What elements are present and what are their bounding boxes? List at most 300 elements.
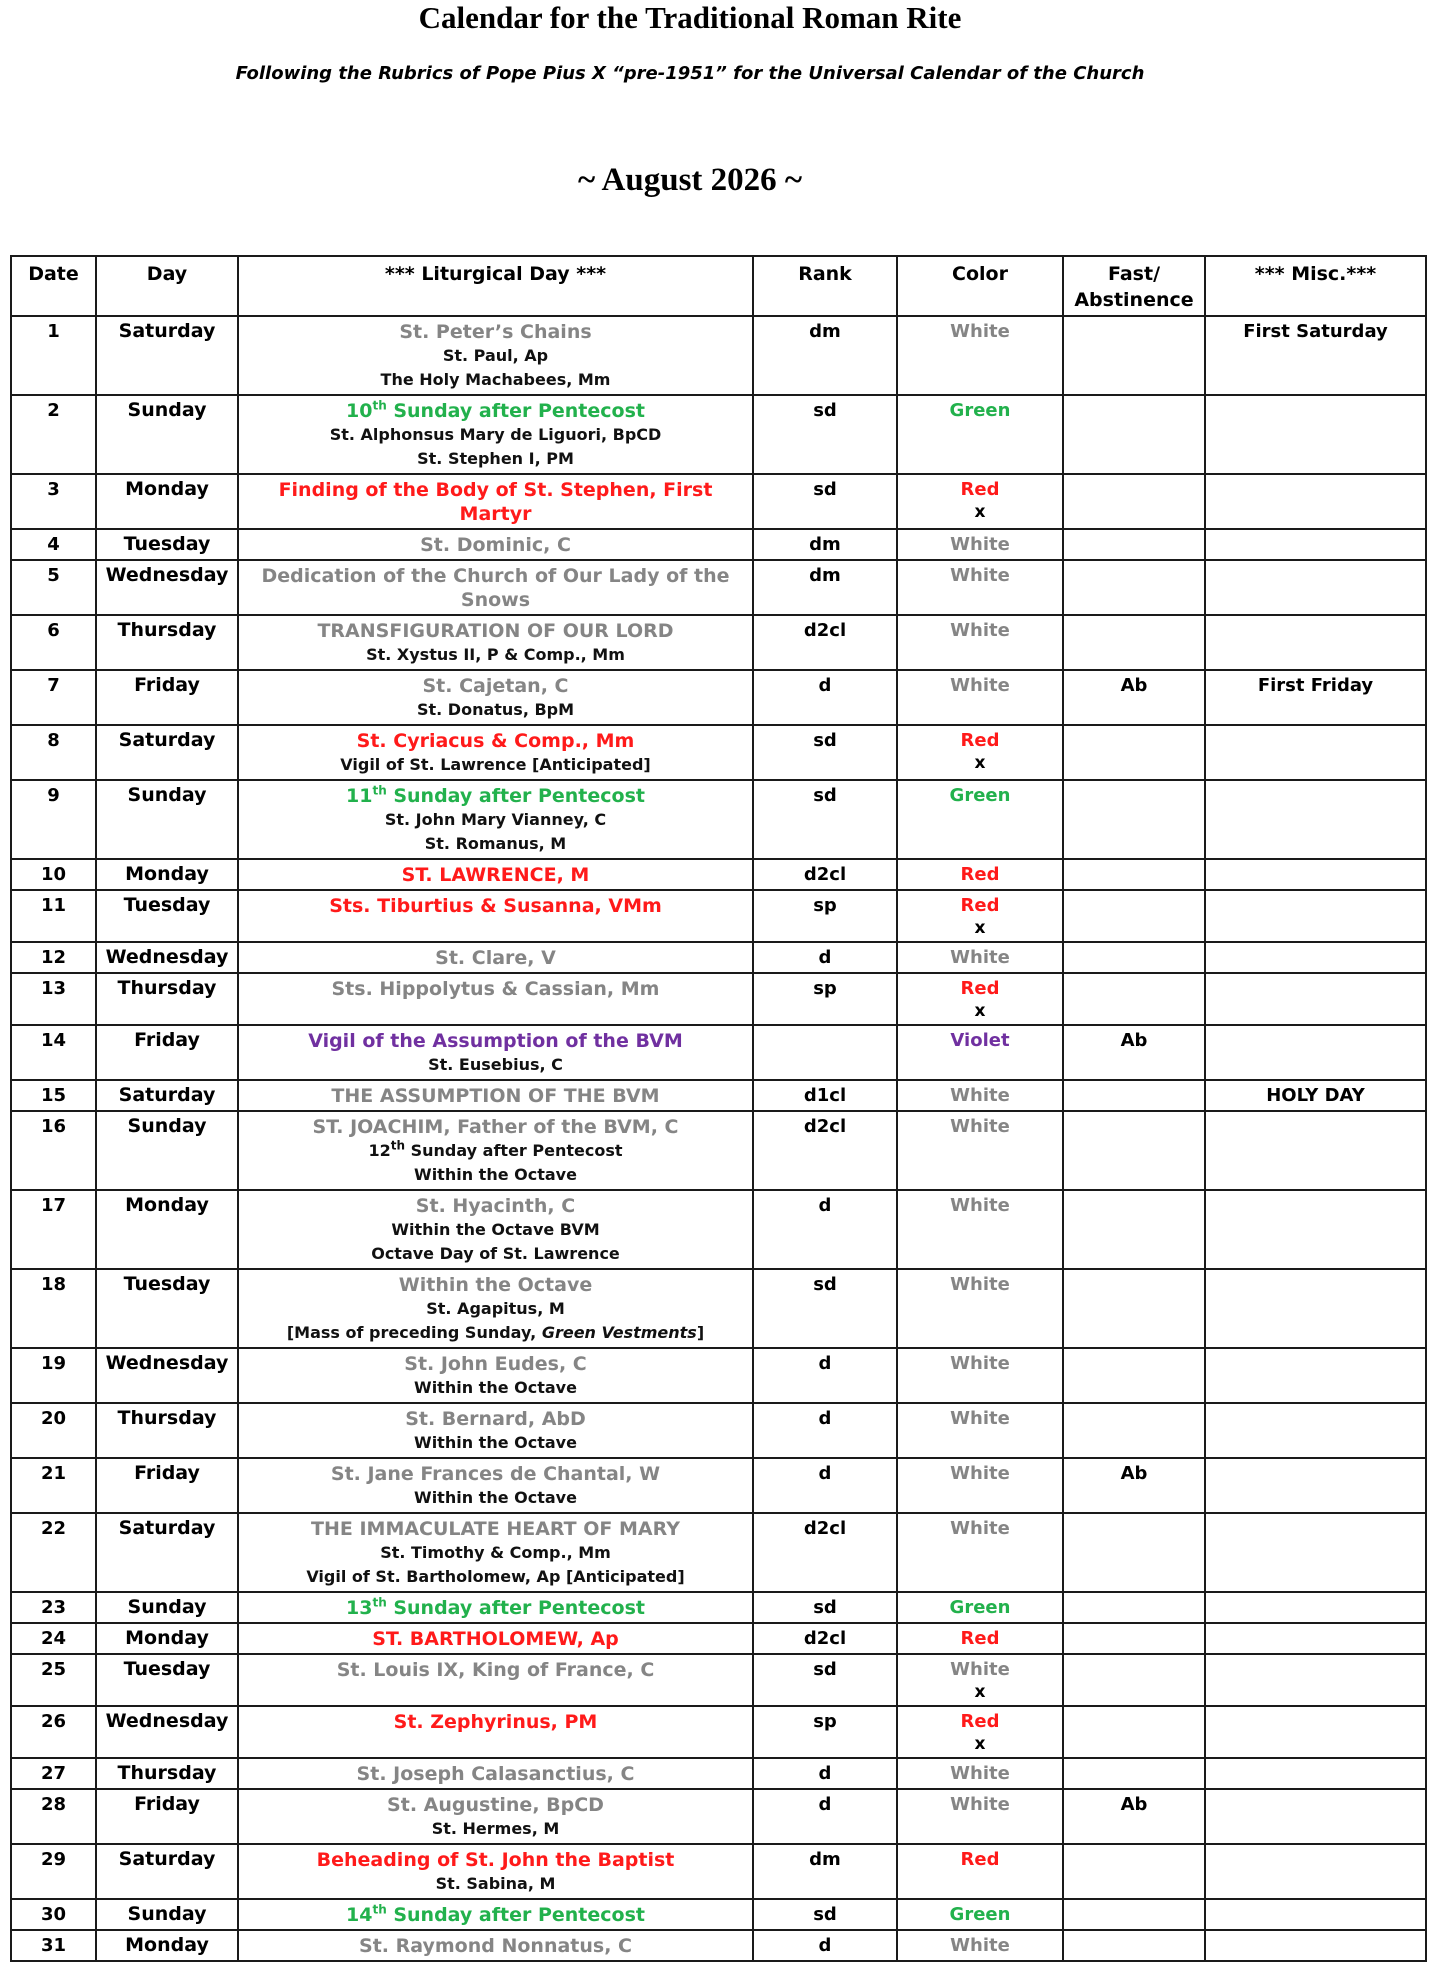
fast-cell: Ab <box>1063 1789 1205 1844</box>
calendar-row <box>11 1190 1426 1269</box>
header-misc: *** Misc.*** <box>1205 256 1426 316</box>
vestment-color: White <box>950 1763 1010 1784</box>
calendar-row <box>11 780 1426 859</box>
liturgical-day-cell <box>238 395 753 474</box>
header-color: Color <box>897 256 1063 316</box>
commemoration: Within the Octave BVM <box>391 1220 600 1239</box>
rank-cell: sd <box>753 1592 897 1623</box>
calendar-row <box>11 1348 1426 1403</box>
liturgical-day-title: Beheading of St. John the Baptist <box>316 1849 675 1871</box>
vestment-color: White <box>950 534 1010 555</box>
fast-cell <box>1063 395 1205 474</box>
misc-cell <box>1205 1269 1426 1348</box>
rank-cell: d <box>753 1348 897 1403</box>
date-cell: 24 <box>11 1623 96 1654</box>
color-cell <box>897 942 1063 973</box>
calendar-row <box>11 395 1426 474</box>
liturgical-day-title: Vigil of the Assumption of the BVM <box>308 1030 683 1052</box>
liturgical-day-title: St. Joseph Calasanctius, C <box>356 1763 635 1785</box>
commemoration: St. Timothy & Comp., Mm <box>380 1543 611 1562</box>
color-cell <box>897 1623 1063 1654</box>
commemoration: Within the Octave <box>414 1433 577 1452</box>
rank-cell: d <box>753 670 897 725</box>
misc-cell <box>1205 1348 1426 1403</box>
color-cell <box>897 1706 1063 1758</box>
fast-cell: Ab <box>1063 670 1205 725</box>
color-cell <box>897 1080 1063 1111</box>
vestment-color: White <box>950 565 1010 586</box>
day-cell: Sunday <box>96 780 238 859</box>
date-cell: 4 <box>11 529 96 560</box>
date-cell: 3 <box>11 474 96 529</box>
liturgical-day-title: Sts. Tiburtius & Susanna, VMm <box>329 895 662 917</box>
calendar-row <box>11 973 1426 1025</box>
date-cell: 16 <box>11 1111 96 1190</box>
misc-cell <box>1205 973 1426 1025</box>
calendar-row <box>11 725 1426 780</box>
fast-cell <box>1063 1844 1205 1899</box>
rank-cell: dm <box>753 529 897 560</box>
commemoration: Within the Octave <box>414 1378 577 1397</box>
fast-cell <box>1063 859 1205 890</box>
fast-cell <box>1063 1111 1205 1190</box>
liturgical-day-title: ST. JOACHIM, Father of the BVM, C <box>312 1116 679 1138</box>
color-cell <box>897 1592 1063 1623</box>
color-cell <box>897 1758 1063 1789</box>
liturgical-day-title: 14th Sunday after Pentecost <box>346 1902 645 1926</box>
calendar-row <box>11 1930 1426 1961</box>
commemoration: The Holy Machabees, Mm <box>380 370 611 389</box>
liturgical-day-title: St. John Eudes, C <box>404 1353 587 1375</box>
day-cell: Friday <box>96 670 238 725</box>
calendar-row <box>11 1080 1426 1111</box>
vestment-color: White <box>950 947 1010 968</box>
commemoration: Vigil of St. Bartholomew, Ap [Anticipated] <box>306 1567 685 1586</box>
fast-cell <box>1063 942 1205 973</box>
vestment-color: White <box>950 1794 1010 1815</box>
rank-cell <box>753 1025 897 1080</box>
liturgical-day-cell <box>238 1654 753 1706</box>
liturgical-day-title: Dedication of the Church of Our Lady of the Snows <box>261 565 730 611</box>
day-cell: Sunday <box>96 1899 238 1930</box>
color-cell <box>897 859 1063 890</box>
misc-cell <box>1205 1758 1426 1789</box>
color-cell <box>897 560 1063 615</box>
liturgical-day-title: ST. BARTHOLOMEW, Ap <box>372 1628 619 1650</box>
misc-cell <box>1205 725 1426 780</box>
fast-cell <box>1063 1623 1205 1654</box>
liturgical-day-title: St. Louis IX, King of France, C <box>336 1659 655 1681</box>
liturgical-day-title: St. Jane Frances de Chantal, W <box>330 1463 661 1485</box>
calendar-row <box>11 560 1426 615</box>
misc-cell <box>1205 560 1426 615</box>
date-cell: 9 <box>11 780 96 859</box>
header-liturgical-day: *** Liturgical Day *** <box>238 256 753 316</box>
date-cell: 13 <box>11 973 96 1025</box>
calendar-row <box>11 1111 1426 1190</box>
fast-cell <box>1063 1190 1205 1269</box>
liturgical-day-title: St. Hyacinth, C <box>415 1195 576 1217</box>
liturgical-day-cell <box>238 1844 753 1899</box>
commemoration: St. Agapitus, M <box>426 1299 565 1318</box>
color-cell <box>897 1190 1063 1269</box>
day-cell: Wednesday <box>96 942 238 973</box>
liturgical-day-title: St. Augustine, BpCD <box>387 1794 604 1816</box>
fast-cell <box>1063 1080 1205 1111</box>
day-cell: Saturday <box>96 1513 238 1592</box>
liturgical-day-title: THE IMMACULATE HEART OF MARY <box>311 1518 680 1540</box>
day-cell: Sunday <box>96 1592 238 1623</box>
fast-cell <box>1063 1403 1205 1458</box>
liturgical-day-title: St. Cyriacus & Comp., Mm <box>356 730 635 752</box>
fast-cell: Ab <box>1063 1025 1205 1080</box>
day-cell: Thursday <box>96 973 238 1025</box>
calendar-row <box>11 890 1426 942</box>
fast-cell <box>1063 316 1205 395</box>
liturgical-day-title: Within the Octave <box>398 1274 593 1296</box>
liturgical-day-cell <box>238 1592 753 1623</box>
calendar-row <box>11 1789 1426 1844</box>
x-mark: x <box>974 918 986 938</box>
liturgical-day-title: 13th Sunday after Pentecost <box>346 1595 645 1619</box>
fast-cell <box>1063 780 1205 859</box>
misc-cell <box>1205 1706 1426 1758</box>
liturgical-day-title: 11th Sunday after Pentecost <box>346 783 645 807</box>
liturgical-day-cell <box>238 1348 753 1403</box>
day-cell: Thursday <box>96 615 238 670</box>
date-cell: 29 <box>11 1844 96 1899</box>
color-cell <box>897 670 1063 725</box>
commemoration: St. Alphonsus Mary de Liguori, BpCD <box>329 425 662 444</box>
vestment-color: White <box>950 1518 1010 1539</box>
calendar-row <box>11 1269 1426 1348</box>
vestment-color: Green <box>949 1904 1011 1925</box>
color-cell <box>897 1111 1063 1190</box>
vestment-color: Violet <box>950 1030 1010 1051</box>
calendar-row <box>11 1025 1426 1080</box>
fast-cell <box>1063 973 1205 1025</box>
liturgical-day-cell <box>238 1025 753 1080</box>
x-mark: x <box>974 502 986 522</box>
day-cell: Thursday <box>96 1758 238 1789</box>
day-cell: Wednesday <box>96 560 238 615</box>
rank-cell: sp <box>753 1706 897 1758</box>
vestment-color: Green <box>949 785 1011 806</box>
commemoration: Within the Octave <box>414 1165 577 1184</box>
date-cell: 15 <box>11 1080 96 1111</box>
date-cell: 2 <box>11 395 96 474</box>
day-cell: Tuesday <box>96 529 238 560</box>
vestment-color: Red <box>960 1628 1000 1649</box>
liturgical-day-title: St. Raymond Nonnatus, C <box>359 1935 632 1957</box>
calendar-row <box>11 1592 1426 1623</box>
rank-cell: d <box>753 1403 897 1458</box>
date-cell: 17 <box>11 1190 96 1269</box>
fast-cell <box>1063 725 1205 780</box>
vestment-color: Red <box>960 978 1000 999</box>
rank-cell: sp <box>753 890 897 942</box>
liturgical-day-cell <box>238 1190 753 1269</box>
liturgical-day-cell <box>238 1789 753 1844</box>
vestment-color: White <box>950 1408 1010 1429</box>
misc-cell <box>1205 395 1426 474</box>
liturgical-day-title: Finding of the Body of St. Stephen, First Martyr <box>278 479 713 525</box>
day-cell: Monday <box>96 1190 238 1269</box>
ordinal-suffix: th <box>372 783 387 798</box>
x-mark: x <box>974 753 986 773</box>
day-cell: Friday <box>96 1025 238 1080</box>
liturgical-day-cell <box>238 474 753 529</box>
ordinal-suffix: th <box>372 398 387 413</box>
date-cell: 10 <box>11 859 96 890</box>
rank-cell: dm <box>753 1844 897 1899</box>
color-cell <box>897 1654 1063 1706</box>
commemoration: Octave Day of St. Lawrence <box>371 1244 620 1263</box>
day-cell: Monday <box>96 1623 238 1654</box>
day-cell: Monday <box>96 1930 238 1961</box>
misc-cell <box>1205 615 1426 670</box>
calendar-row <box>11 615 1426 670</box>
day-cell: Wednesday <box>96 1706 238 1758</box>
month-title: ~ August 2026 ~ <box>577 162 803 198</box>
color-cell <box>897 1899 1063 1930</box>
date-cell: 22 <box>11 1513 96 1592</box>
date-cell: 19 <box>11 1348 96 1403</box>
rank-cell: d <box>753 1190 897 1269</box>
commemoration: St. Sabina, M <box>435 1874 556 1893</box>
liturgical-day-title: St. Zephyrinus, PM <box>393 1711 598 1733</box>
liturgical-day-cell <box>238 316 753 395</box>
liturgical-day-title: THE ASSUMPTION OF THE BVM <box>331 1085 660 1107</box>
liturgical-day-cell <box>238 1899 753 1930</box>
calendar-row <box>11 1623 1426 1654</box>
fast-cell <box>1063 1930 1205 1961</box>
document-subtitle: Following the Rubrics of Pope Pius X “pre-1951” for the Universal Calendar of the Church <box>235 63 1145 84</box>
calendar-row <box>11 1844 1426 1899</box>
commemoration: St. Xystus II, P & Comp., Mm <box>366 645 625 664</box>
day-cell: Wednesday <box>96 1348 238 1403</box>
liturgical-day-cell <box>238 529 753 560</box>
color-cell <box>897 1269 1063 1348</box>
day-cell: Monday <box>96 859 238 890</box>
liturgical-day-cell <box>238 560 753 615</box>
liturgical-day-title: ST. LAWRENCE, M <box>401 864 590 886</box>
date-cell: 14 <box>11 1025 96 1080</box>
liturgical-day-cell <box>238 1403 753 1458</box>
liturgical-day-cell <box>238 1080 753 1111</box>
vestment-color: White <box>950 1195 1010 1216</box>
liturgical-day-title: St. Bernard, AbD <box>405 1408 586 1430</box>
rank-cell: d <box>753 1758 897 1789</box>
color-cell <box>897 725 1063 780</box>
document-title: Calendar for the Traditional Roman Rite <box>418 0 962 35</box>
rank-cell: sd <box>753 395 897 474</box>
rank-cell: sd <box>753 780 897 859</box>
commemoration: St. Stephen I, PM <box>417 449 574 468</box>
liturgical-day-cell <box>238 942 753 973</box>
misc-cell <box>1205 1930 1426 1961</box>
liturgical-day-cell <box>238 780 753 859</box>
fast-cell <box>1063 1758 1205 1789</box>
vestment-color: Green <box>949 1597 1011 1618</box>
color-cell <box>897 780 1063 859</box>
ordinal-suffix: th <box>390 1138 406 1153</box>
fast-cell <box>1063 1706 1205 1758</box>
misc-cell <box>1205 1458 1426 1513</box>
date-cell: 25 <box>11 1654 96 1706</box>
vestment-color: White <box>950 1463 1010 1484</box>
rank-cell: d <box>753 942 897 973</box>
vestment-color: Red <box>960 730 1000 751</box>
calendar-row <box>11 1654 1426 1706</box>
day-cell: Monday <box>96 474 238 529</box>
misc-cell <box>1205 474 1426 529</box>
commemoration: Vigil of St. Lawrence [Anticipated] <box>340 755 651 774</box>
misc-cell <box>1205 1623 1426 1654</box>
calendar-body <box>11 316 1426 1961</box>
date-cell: 5 <box>11 560 96 615</box>
rank-cell: dm <box>753 560 897 615</box>
liturgical-day-cell <box>238 1930 753 1961</box>
italic-note: Green Vestments <box>541 1323 697 1342</box>
fast-cell <box>1063 474 1205 529</box>
rank-cell: d2cl <box>753 615 897 670</box>
day-cell: Tuesday <box>96 890 238 942</box>
commemoration: [Mass of preceding Sunday, Green Vestments] <box>286 1323 705 1342</box>
date-cell: 11 <box>11 890 96 942</box>
fast-cell <box>1063 1513 1205 1592</box>
date-cell: 21 <box>11 1458 96 1513</box>
fast-cell <box>1063 1348 1205 1403</box>
misc-cell <box>1205 1111 1426 1190</box>
rank-cell: d <box>753 1458 897 1513</box>
liturgical-day-title: 10th Sunday after Pentecost <box>346 398 645 422</box>
commemoration: St. John Mary Vianney, C <box>384 810 607 829</box>
date-cell: 6 <box>11 615 96 670</box>
date-cell: 31 <box>11 1930 96 1961</box>
misc-cell <box>1205 1789 1426 1844</box>
calendar-row <box>11 1706 1426 1758</box>
calendar-table <box>10 255 1427 1962</box>
day-cell: Sunday <box>96 1111 238 1190</box>
liturgical-day-cell <box>238 670 753 725</box>
commemoration: Within the Octave <box>414 1488 577 1507</box>
color-cell <box>897 1930 1063 1961</box>
rank-cell: dm <box>753 316 897 395</box>
calendar-row <box>11 529 1426 560</box>
color-cell <box>897 973 1063 1025</box>
rank-cell: d2cl <box>753 1623 897 1654</box>
header-fast: Fast/ Abstinence <box>1063 256 1205 316</box>
misc-cell <box>1205 890 1426 942</box>
vestment-color: White <box>950 1085 1010 1106</box>
liturgical-day-cell <box>238 1513 753 1592</box>
date-cell: 27 <box>11 1758 96 1789</box>
liturgical-day-cell <box>238 615 753 670</box>
rank-cell: sd <box>753 725 897 780</box>
vestment-color: Green <box>949 400 1011 421</box>
vestment-color: White <box>950 675 1010 696</box>
vestment-color: White <box>950 1353 1010 1374</box>
x-mark: x <box>974 1734 986 1754</box>
vestment-color: Red <box>960 895 1000 916</box>
day-cell: Saturday <box>96 1844 238 1899</box>
misc-cell <box>1205 1190 1426 1269</box>
day-cell: Sunday <box>96 395 238 474</box>
day-cell: Friday <box>96 1458 238 1513</box>
x-mark: x <box>974 1001 986 1021</box>
color-cell <box>897 395 1063 474</box>
rank-cell: sd <box>753 474 897 529</box>
liturgical-day-cell <box>238 1458 753 1513</box>
commemoration: St. Donatus, BpM <box>416 700 575 719</box>
liturgical-day-title: TRANSFIGURATION OF OUR LORD <box>317 620 674 642</box>
liturgical-day-title: Sts. Hippolytus & Cassian, Mm <box>331 978 660 1000</box>
calendar-row <box>11 859 1426 890</box>
liturgical-day-cell <box>238 1623 753 1654</box>
misc-cell <box>1205 1513 1426 1592</box>
commemoration: 12th Sunday after Pentecost <box>368 1138 623 1160</box>
misc-cell: First Saturday <box>1205 316 1426 395</box>
liturgical-day-title: St. Clare, V <box>435 947 556 969</box>
vestment-color: Red <box>960 479 1000 500</box>
commemoration: St. Eusebius, C <box>428 1055 563 1074</box>
rank-cell: sd <box>753 1899 897 1930</box>
misc-cell <box>1205 780 1426 859</box>
rank-cell: d2cl <box>753 859 897 890</box>
calendar-row <box>11 1899 1426 1930</box>
rank-cell: d <box>753 1930 897 1961</box>
header-date: Date <box>11 256 96 316</box>
misc-cell <box>1205 529 1426 560</box>
day-cell: Saturday <box>96 725 238 780</box>
liturgical-day-cell <box>238 1111 753 1190</box>
calendar-row <box>11 316 1426 395</box>
color-cell <box>897 1348 1063 1403</box>
vestment-color: White <box>950 1274 1010 1295</box>
day-cell: Saturday <box>96 316 238 395</box>
calendar-row <box>11 1758 1426 1789</box>
fast-cell <box>1063 1592 1205 1623</box>
rank-cell: sd <box>753 1654 897 1706</box>
liturgical-day-title: St. Cajetan, C <box>422 675 569 697</box>
date-cell: 23 <box>11 1592 96 1623</box>
color-cell <box>897 316 1063 395</box>
fast-cell <box>1063 1654 1205 1706</box>
fast-cell: Ab <box>1063 1458 1205 1513</box>
day-cell: Tuesday <box>96 1269 238 1348</box>
misc-cell <box>1205 1899 1426 1930</box>
vestment-color: White <box>950 1935 1010 1956</box>
calendar-row <box>11 942 1426 973</box>
color-cell <box>897 1025 1063 1080</box>
liturgical-day-cell <box>238 1758 753 1789</box>
fast-cell <box>1063 1269 1205 1348</box>
date-cell: 28 <box>11 1789 96 1844</box>
liturgical-day-cell <box>238 973 753 1025</box>
ordinal-suffix: th <box>372 1595 387 1610</box>
misc-cell <box>1205 1654 1426 1706</box>
date-cell: 20 <box>11 1403 96 1458</box>
liturgical-day-title: St. Peter’s Chains <box>399 321 592 343</box>
misc-cell <box>1205 1844 1426 1899</box>
color-cell <box>897 1403 1063 1458</box>
calendar-row <box>11 1458 1426 1513</box>
rank-cell: sp <box>753 973 897 1025</box>
liturgical-day-cell <box>238 725 753 780</box>
date-cell: 30 <box>11 1899 96 1930</box>
header-rank: Rank <box>753 256 897 316</box>
